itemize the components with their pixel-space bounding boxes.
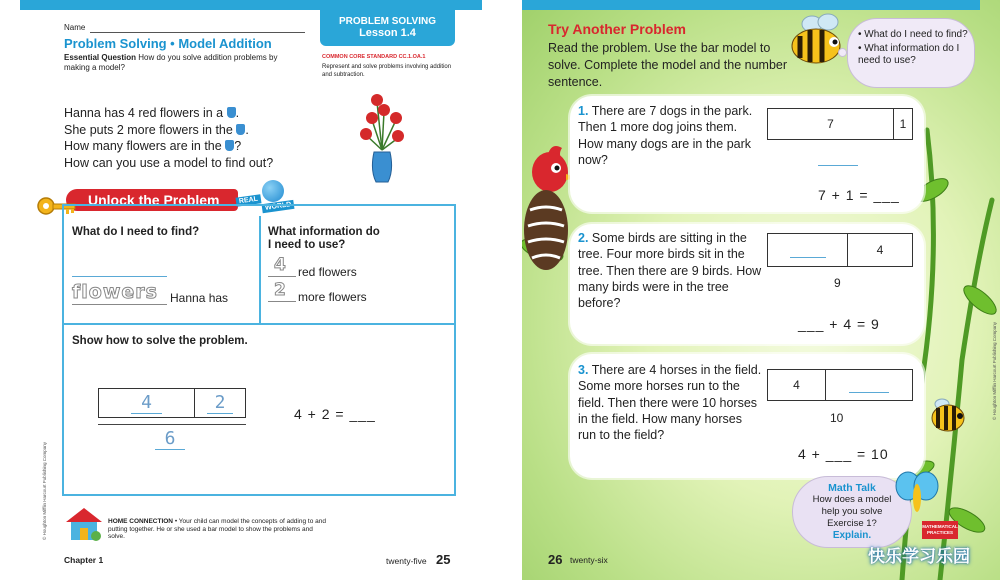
problem-2-bar <box>767 233 913 267</box>
name-label: Name <box>64 23 86 32</box>
problem-2-equation: ___ + 4 = 9 <box>798 316 880 332</box>
problem-3-bar-part-1: 4 <box>768 370 826 400</box>
bar-part-2: 2 <box>195 389 245 417</box>
lesson-title: Problem Solving • Model Addition <box>64 36 272 51</box>
unlock-frame-vdivider <box>259 216 261 324</box>
vase-icon <box>236 124 245 135</box>
left-page <box>0 0 482 580</box>
info-heading: What information do I need to use? <box>268 226 380 251</box>
right-page <box>522 0 1000 580</box>
vase-icon <box>227 107 236 118</box>
problem-line-2: She puts 2 more flowers in the . <box>64 122 249 137</box>
info-row-2 <box>268 280 448 304</box>
home-label: HOME CONNECTION <box>108 518 173 525</box>
house-icon <box>64 506 104 542</box>
problem-1-bar-part-2: 1 <box>899 117 907 131</box>
lesson-badge-line1: PROBLEM SOLVING <box>338 16 437 27</box>
standard-text: Represent and solve problems involving addition and subtraction. <box>322 64 452 78</box>
problem-3-bar-part-2 <box>826 370 912 400</box>
unlock-title: Unlock the Problem <box>88 192 220 208</box>
math-talk-title: Math Talk <box>828 482 876 494</box>
page-gutter <box>482 0 522 580</box>
problem-3-equation: 4 + ___ = 10 <box>798 446 889 462</box>
problem-2-total: 9 <box>834 276 841 290</box>
flower-vase-illustration <box>352 90 412 185</box>
find-heading: What do I need to find? <box>72 226 200 238</box>
right-intro: Read the problem. Use the bar model to solve. Complete the model and the number sentence. <box>548 41 788 89</box>
info-row-2-num: 2 <box>274 280 287 300</box>
problem-text <box>64 105 273 171</box>
bar-model <box>98 388 246 418</box>
info-row-1-num: 4 <box>274 255 287 275</box>
find-blank-bottom <box>72 304 167 305</box>
thought-bubble-text: • What do I need to find? • What information do I need to use? <box>858 29 968 66</box>
essential-text: How do you solve addition problems by making a model? <box>64 53 278 72</box>
problem-line-1: Hanna has 4 red flowers in a . <box>64 106 240 120</box>
problem-1-equation: 7 + 1 = ___ <box>818 187 900 203</box>
world-label: WORLD <box>262 200 295 213</box>
math-talk-text: How does a model help you solve Exercise 1? <box>812 494 892 529</box>
bee-illustration <box>786 12 856 68</box>
butterfly-illustration <box>892 468 942 518</box>
problem-3-bar <box>767 369 913 401</box>
problem-3-total: 10 <box>830 411 844 425</box>
info-row-2-text: more flowers <box>298 290 367 304</box>
problem-line-4: How can you use a model to find out? <box>64 155 274 170</box>
problem-2-bar-part-1 <box>768 234 848 266</box>
essential-label: Essential Question <box>64 53 137 62</box>
essential-question <box>64 53 284 73</box>
problem-line-3: How many flowers are in the ? <box>64 139 242 153</box>
name-line <box>90 32 305 33</box>
find-blank-top <box>72 276 167 277</box>
equation: 4 + 2 = ___ <box>294 406 376 422</box>
bar-part-1: 4 <box>99 389 195 417</box>
solve-heading: Show how to solve the problem. <box>72 335 248 347</box>
vase-icon <box>225 140 234 151</box>
info-row-1-blank <box>268 276 296 277</box>
copyright-right: © Houghton Mifflin Harcourt Publishing Company <box>992 321 997 420</box>
thought-bubble-dot <box>838 48 847 57</box>
lesson-badge-line2: Lesson 1.4 <box>359 27 416 39</box>
info-row-1 <box>268 255 448 279</box>
problem-2-bar-part-2: 4 <box>876 243 884 257</box>
footer-word-right: twenty-six <box>570 555 608 565</box>
watermark: 快乐学习乐园 <box>868 547 970 566</box>
problem-1-bar <box>767 108 913 140</box>
lesson-badge <box>320 8 455 46</box>
real-label: REAL <box>235 194 261 206</box>
copyright-left: © Houghton Mifflin Harcourt Publishing Company <box>42 441 47 540</box>
problem-1-bar-part-1: 7 <box>768 109 894 139</box>
problem-1-text: 1. There are 7 dogs in the park. Then 1 more dog joins them. How many dogs are in the park now? <box>578 104 753 167</box>
standard-label: COMMON CORE STANDARD CC.1.OA.1 <box>322 54 426 60</box>
problem-3-text: 3. There are 4 horses in the field. Some more horses run to the field. Then there were 10 horses in the field. How many horses run to the field? <box>578 363 762 443</box>
info-row-1-text: red flowers <box>298 265 357 279</box>
find-tail: Hanna has <box>170 291 229 305</box>
bar-total: 6 <box>150 428 190 449</box>
find-answer-traced: flowers <box>72 281 158 303</box>
info-row-2-blank <box>268 301 296 302</box>
home-connection <box>108 518 328 541</box>
page-number-right: 26 <box>548 552 563 567</box>
right-title: Try Another Problem <box>548 21 686 37</box>
home-text: • Your child can model the concepts of adding to and putting together. He or she used a bar model to show the problems and solve. <box>108 518 326 540</box>
math-talk-explain: Explain. <box>832 530 872 541</box>
footer-chapter: Chapter 1 <box>64 555 104 565</box>
small-bee-illustration <box>928 396 970 434</box>
problem-2-text: 2. Some birds are sitting in the tree. Four more birds sit in the tree. Then there are 9 birds. How many birds were in the tree before? <box>578 231 762 311</box>
problem-1-total-blank <box>818 165 858 166</box>
footer-word: twenty-five <box>386 556 427 566</box>
page-number: 25 <box>436 552 451 567</box>
bar-total-bracket <box>98 424 246 425</box>
globe-icon <box>262 180 284 202</box>
practices-badge: MATHEMATICAL PRACTICES <box>922 521 958 539</box>
unlock-frame-hdivider <box>62 323 456 325</box>
